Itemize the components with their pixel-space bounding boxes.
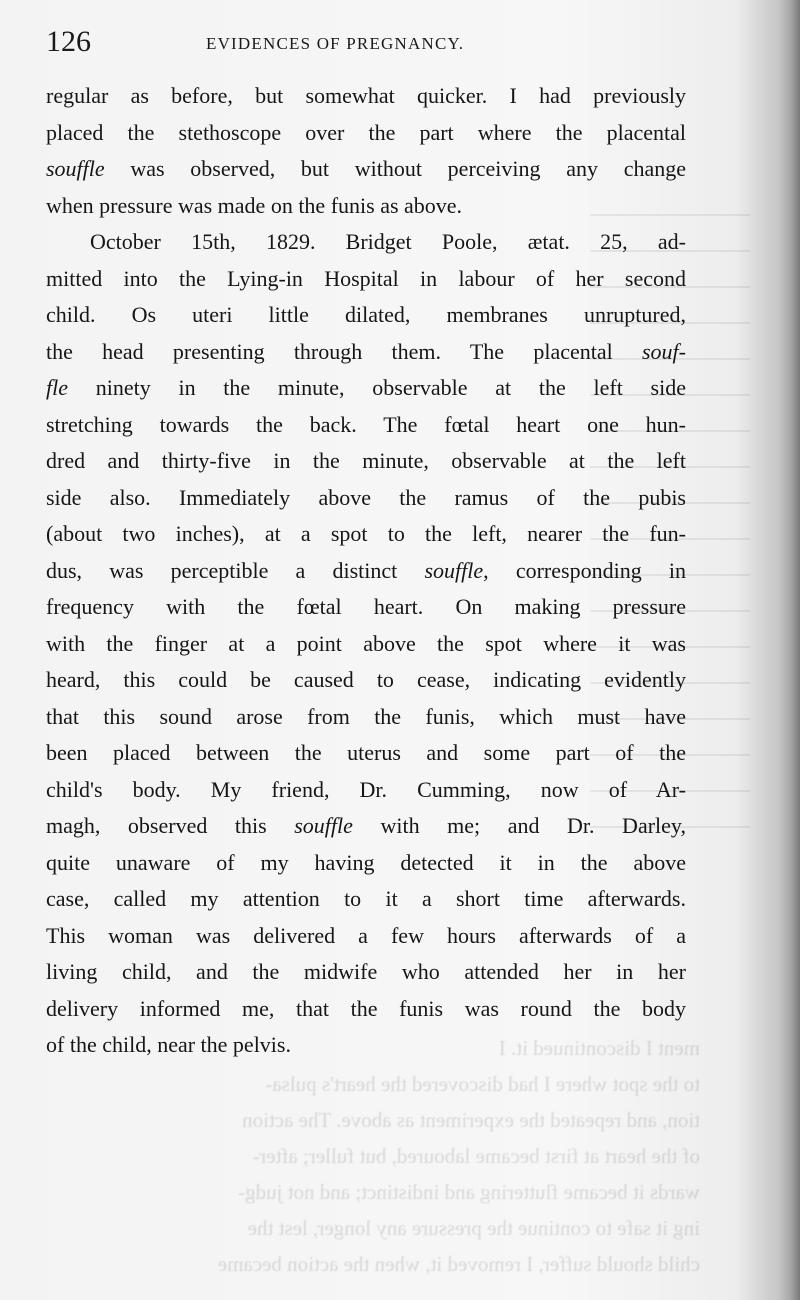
- body-text: [46, 78, 686, 1064]
- bleed-line: to the spot where I had discovered the heart's pulsa-: [265, 1072, 700, 1096]
- bleed-line: ment I discontinued it. I: [498, 1036, 700, 1060]
- text-line: October 15th, 1829. Bridget Poole, ætat. 25, ad-: [90, 229, 686, 254]
- page-header: [46, 24, 686, 64]
- text-line: magh, observed this souffle with me; and Dr. Darley,: [46, 813, 686, 838]
- bleed-line: child should suffer, I removed it, when the action became: [217, 1252, 700, 1276]
- bleed-line: of the heart at first became laboured, but fuller; after-: [252, 1144, 700, 1168]
- bleed-line: wards it became fluttering and indistinct; and not judg-: [238, 1180, 700, 1204]
- text-line: (about two inches), at a spot to the left, nearer the fun-: [46, 521, 686, 546]
- text-line: frequency with the fœtal heart. On making pressure: [46, 594, 686, 619]
- text-line: delivery informed me, that the funis was round the body: [46, 995, 686, 1021]
- text-line: stretching towards the back. The fœtal heart one hun-: [46, 411, 686, 437]
- bleed-through-text: [60, 1030, 700, 1282]
- text-line: that this sound arose from the funis, which must have: [46, 703, 686, 729]
- text-line: the head presenting through them. The placental souf-: [46, 338, 686, 364]
- text-line: child. Os uteri little dilated, membranes unruptured,: [46, 302, 686, 327]
- text-line: child's body. My friend, Dr. Cumming, now of Ar-: [46, 776, 686, 802]
- text-line: case, called my attention to it a short time afterwards.: [46, 886, 686, 911]
- text-line: side also. Immediately above the ramus of the pubis: [46, 484, 686, 510]
- text-line: dred and thirty-five in the minute, observable at the left: [46, 448, 686, 473]
- text-line: been placed between the uterus and some part of the: [46, 740, 686, 765]
- text-line: of the child, near the pelvis.: [46, 1032, 291, 1057]
- text-line: when pressure was made on the funis as above.: [46, 192, 463, 218]
- text-line: This woman was delivered a few hours afterwards of a: [46, 922, 686, 948]
- text-line: living child, and the midwife who attended her in her: [46, 959, 686, 984]
- running-head: EVIDENCES OF PREGNANCY.: [206, 34, 465, 53]
- text-line: with the finger at a point above the spot where it was: [46, 630, 686, 656]
- text-line: quite unaware of my having detected it in the above: [46, 849, 686, 875]
- page-edge-shadow: [778, 0, 800, 1300]
- text-line: dus, was perceptible a distinct souffle, corresponding in: [46, 557, 686, 583]
- text-line: heard, this could be caused to cease, indicating evidently: [46, 667, 686, 692]
- page-number: 126: [46, 25, 91, 58]
- bleed-line: tion, and repeated the experiment as above. The action: [242, 1108, 700, 1132]
- text-line: fle ninety in the minute, observable at the left side: [46, 375, 686, 400]
- text-line: mitted into the Lying-in Hospital in labour of her second: [46, 265, 686, 291]
- bleed-line: ing it safe to continue the pressure any longer, lest the: [247, 1216, 700, 1240]
- text-line: regular as before, but somewhat quicker. I had previously: [46, 83, 686, 108]
- text-line: souffle was observed, but without perceiving any change: [46, 156, 686, 181]
- text-line: placed the stethoscope over the part where the placental: [46, 119, 686, 145]
